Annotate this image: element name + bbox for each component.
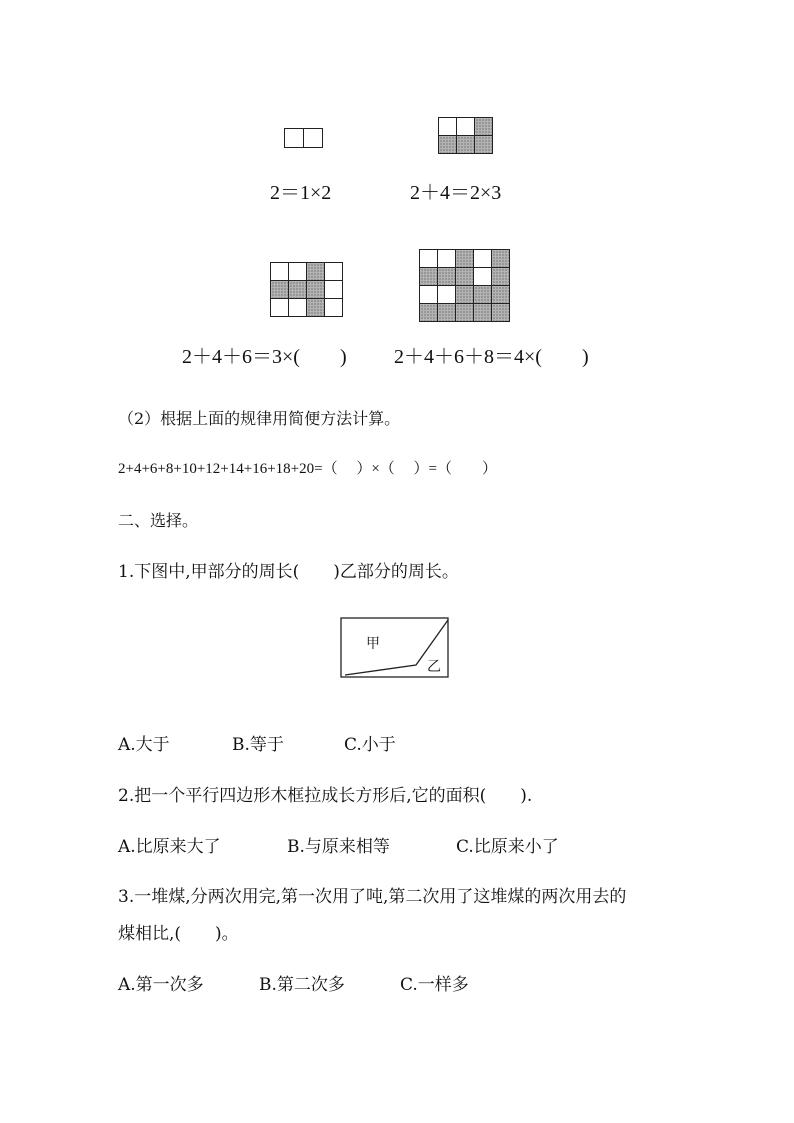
figure-label-jia: 甲 [366,636,380,652]
question-1-option-c: C.小于 [344,735,396,755]
grid-figure-2 [438,117,493,154]
figure-label-yi: 乙 [427,659,441,675]
question-2-option-c: C.比原来小了 [456,837,559,857]
question-2-text: 2.把一个平行四边形木框拉成长方形后,它的面积( ). [118,786,533,806]
perimeter-figure [340,617,450,679]
question-3-option-c: C.一样多 [400,975,469,995]
pattern-equation-2: 2＋4＝2×3 [410,182,502,204]
question-1-option-a: A.大于 [118,735,170,755]
section-heading: 二、选择。 [118,511,199,530]
question-3-text-line1: 3.一堆煤,分两次用完,第一次用了吨,第二次用了这堆煤的两次用去的 [118,887,627,907]
pattern-equation-4: 2＋4＋6＋8＝4×( ) [394,346,589,368]
question-1-text: 1.下图中,甲部分的周长( )乙部分的周长。 [118,562,459,582]
pattern-equation-3: 2＋4＋6＝3×( ) [182,346,347,368]
grid-figure-4 [419,249,510,322]
question-2-option-b: B.与原来相等 [287,837,390,857]
grid-figure-1 [284,128,323,148]
grid-figure-3 [270,262,343,317]
question-3-text-line2: 煤相比,( )。 [118,924,239,944]
question-3-option-b: B.第二次多 [259,975,345,995]
part2-expression: 2+4+6+8+10+12+14+16+18+20=（ ）×（ ）=（ ） [118,461,498,477]
question-2-option-a: A.比原来大了 [118,837,221,857]
question-3-option-a: A.第一次多 [118,975,204,995]
question-1-option-b: B.等于 [232,735,284,755]
pattern-equation-1: 2＝1×2 [270,182,332,204]
part2-title: （2）根据上面的规律用简便方法计算。 [118,409,401,428]
